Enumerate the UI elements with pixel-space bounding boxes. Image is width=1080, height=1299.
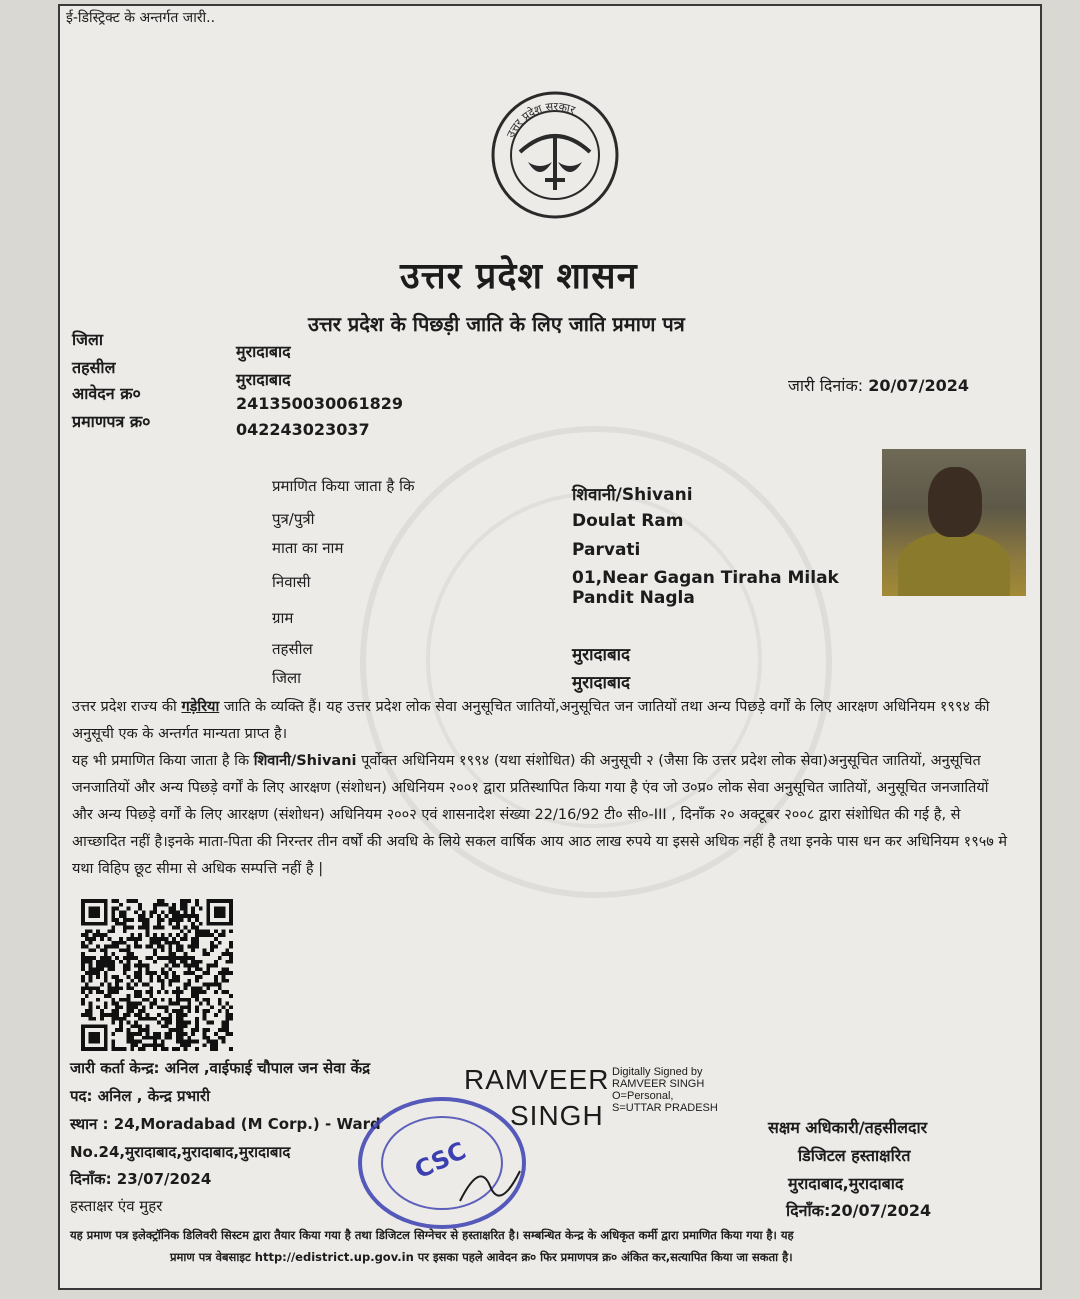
certificate-number-label: प्रमाणपत्र क्र० [72,412,151,431]
resident-label: निवासी [272,573,311,591]
authority-digital-signed: डिजिटल हस्ताक्षरित [798,1146,911,1165]
issuer-post: पद: अनिल , केन्द्र प्रभारी [70,1087,211,1105]
district-value: मुरादाबाद [236,342,291,361]
authority-date: दिनाँक:20/07/2024 [786,1201,932,1220]
village-label: ग्राम [272,609,294,627]
tehsil-label: तहसील [72,358,116,377]
issue-date: जारी दिनांक: 20/07/2024 [788,376,969,395]
certificate-number-value: 042243023037 [236,420,370,439]
certified-label: प्रमाणित किया जाता है कि [272,477,415,495]
svg-text:CSC: CSC [410,1136,471,1185]
svg-text:उत्तर प्रदेश सरकार: उत्तर प्रदेश सरकार [504,99,577,140]
application-number-label: आवेदन क्र० [72,384,141,403]
digital-signature-details: Digitally Signed by RAMVEER SINGH O=Personal, S=UTTAR PRADESH [612,1066,718,1114]
verification-qr-code [78,899,236,1051]
issuing-center: जारी कर्ता केन्द्र: अनिल ,वाईफाई चौपाल जन सेवा केंद्र [70,1059,371,1077]
district-label: जिला [72,330,104,349]
address-line1: 01,Near Gagan Tiraha Milak [572,568,839,588]
caste-paragraph: उत्तर प्रदेश राज्य की गड़ेरिया जाति के व्यक्ति हैं। यह उत्तर प्रदेश लोक सेवा अनुसूचित जातियों,अनुसूचित जन जातियों तथा अन्य पिछड़े वर्गों के लिए आरक्षण अधिनियम १९९४ की अनुसूची एक के अन्तर्गत मान्यता प्राप्त है। [72,699,990,742]
relation-label: पुत्र/पुत्री [272,510,315,528]
sign-and-seal-label: हस्ताक्षर एंव मुहर [70,1197,163,1215]
field-district-value: मुरादाबाद [572,673,631,693]
field-district-label: जिला [272,669,302,687]
income-paragraph: यह भी प्रमाणित किया जाता है कि शिवानी/Shivani पूर्वोक्त अधिनियम १९९४ (यथा संशोधित) की अनुसूची २ (जैसा कि उत्तर प्रदेश लोक सेवा)अनुसूचित जातियों, अनुसूचित जनजातियों और अन्य पिछड़े वर्गों के लिए आरक्षण (संशोधन) अधिनियम २००१ द्वारा प्रतिस्थापित किया गया है एंव जो उ०प्र० लोक सेवा अनुसूचित जातियों, अनुसूचित जनजातियों और अन्य पिछड़े वर्गों के लिए आरक्षण (संशोधन) अधिनियम २००२ एवं शासनादेश संख्या 22/16/92 टी० सी०-III , दिनाँक २० अक्टूबर २००८ द्वारा संशोधित की गई है, से आच्छादित नहीं है।इनके माता-पिता की निरन्तर तीन वर्षों की अवधि के लिये सकल वार्षिक आय आठ लाख रुपये या इससे अधिक नहीं है तथा इनके पास धन कर अधिनियम १९५७ मे यथा विहिप छूट सीमा से अधिक सम्पत्ति नहीं है | [72,753,1008,877]
issuer-place-line1: स्थान : 24,Moradabad (M Corp.) - Ward [70,1115,381,1133]
certificate-subtitle: उत्तर प्रदेश के पिछड़ी जाति के लिए जाति प्रमाण पत्र [308,312,685,336]
mother-label: माता का नाम [272,539,344,557]
address-line2: Pandit Nagla [572,588,695,608]
issuer-date: दिनाँक: 23/07/2024 [70,1170,212,1188]
father-name: Doulat Ram [572,511,684,531]
digital-signer-name-line2: SINGH [510,1100,604,1131]
field-tehsil-value: मुरादाबाद [572,645,631,665]
tehsil-value: मुरादाबाद [236,370,291,389]
csc-seal-stamp [350,1091,530,1231]
authority-title: सक्षम अधिकारी/तहसीलदार [768,1118,928,1137]
authority-location: मुरादाबाद,मुरादाबाद [788,1174,904,1193]
footer-note-line1: यह प्रमाण पत्र इलेक्ट्रॉनिक डिलिवरी सिस्टम द्वारा तैयार किया गया है तथा डिजिटल सिग्नेचर से हस्ताक्षरित है। सम्बन्धित केन्द्र के अधिकृत कर्मी द्वारा प्रमाणित किया गया है। यह [70,1228,794,1242]
up-government-emblem-icon [490,90,620,220]
applicant-photo [882,449,1026,596]
main-title: उत्तर प्रदेश शासन [400,256,638,297]
digital-signer-name-line1: RAMVEER [464,1064,610,1095]
mother-name: Parvati [572,540,641,560]
application-number-value: 241350030061829 [236,394,403,413]
footer-note-line2: प्रमाण पत्र वेबसाइट http://edistrict.up.gov.in पर इसका पहले आवेदन क्र० फिर प्रमाणपत्र क्र० अंकित कर,सत्यापित किया जा सकता है। [170,1250,793,1264]
certificate-sheet [58,4,1042,1290]
certified-name: शिवानी/Shivani [572,485,693,505]
issuer-place-line2: No.24,मुरादाबाद,मुरादाबाद,मुरादाबाद [70,1143,291,1161]
field-tehsil-label: तहसील [272,640,313,658]
header-note: ई-डिस्ट्रिक्ट के अन्तर्गत जारी.. [66,10,216,26]
